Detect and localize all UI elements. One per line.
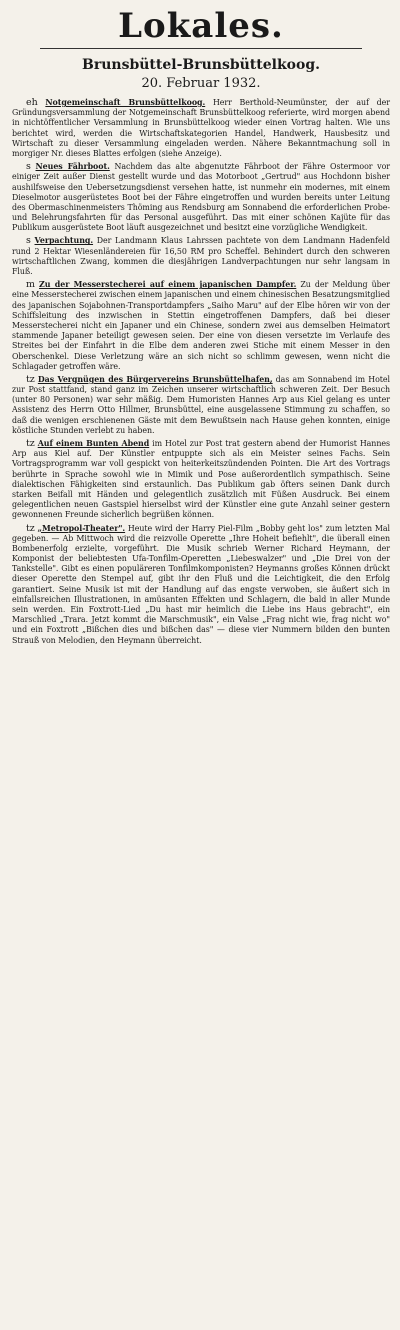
article-tag: m	[26, 279, 35, 291]
article-metropol-theater	[12, 524, 390, 646]
article-tag: eh	[26, 97, 38, 108]
article-tag: tz	[26, 438, 35, 449]
article-tag: tz	[26, 522, 35, 534]
article-headline: Verpachtung.	[34, 236, 94, 246]
article-headline: „Metropol-Theater".	[37, 523, 126, 533]
masthead-title: Lokales.	[118, 6, 284, 46]
article-buergerverein	[12, 375, 390, 436]
article-body: Heute wird der Harry Piel-Film „Bobby geht los" zum letzten Mal gegeben. — Ab Mittwoch wird die reizvolle Operette „Ihre Hoheit befiehlt", die überall einen Bombenerfolg erzielte, vorgeführt. Die Musik schrieb Werner Richard Heymann, der Komponist der beliebtesten Ufa-Tonfilm-Operetten „Liebeswalzer" und „Die Drei von der Tankstelle". Gibt es einen populäreren Tonfilmkomponisten? Heymanns großes Können drückt dieser Operette den Stempel auf, gibt ihr den Fluß und die Leichtigkeit, die den Erfolg garantiert. Seine Musik ist mit der Handlung auf das engste verwoben, sie äußert sich in einfallsreichen Illustrationen, in amüsanten Effekten und Schlagern, die bald in aller Munde sein werden. Ein Foxtrott-Lied „Du hast mir heimlich die Liebe ins Haus gebracht", ein Marschlied „Trara. Jetzt kommt die Marschmusik", ein Valse „Frag nicht wie, frag nicht wo" und ein Foxtrott „Bißchen dies und bißchen das" — diese vier Nummern bilden den bunten Strauß von Melodien, den Heymann überreicht.	[12, 523, 390, 645]
dateline: 20. Februar 1932.	[141, 76, 261, 91]
article-messerstecherei	[12, 280, 390, 372]
article-body: im Hotel zur Post trat gestern abend der Humorist Hannes Arp aus Kiel auf. Der Künstler entpuppte sich als ein Meister seines Fachs. Sein Vortragsprogramm war voll gespickt von heiterkeitszündenden Pointen. Die Art des Vortrags berührte in Sprache sowohl wie in Mimik und Pose außerordentlich sympathisch. Seine dialektischen Fähigkeiten sind erstaunlich. Das Publikum gab öfters seinen Dank durch starken Beifall mit Händen und gelegentlich zusätzlich mit Füßen Ausdruck. Bei einem gelegentlichen neuen Gastspiel hierselbst wird der Künstler eine gute Anzahl seiner gestern gewonnenen Freunde sicherlich begrüßen können.	[12, 439, 390, 520]
article-headline: Zu der Messerstecherei auf einem japanischen Dampfer.	[39, 280, 297, 290]
article-headline: Notgemeinschaft Brunsbüttelkoog.	[45, 98, 206, 107]
article-tag: s	[26, 235, 31, 247]
article-headline: Neues Fährboot.	[35, 162, 110, 172]
article-bunter-abend	[12, 439, 390, 521]
masthead-rule	[40, 48, 362, 49]
article-body: Herr Berthold-Neumünster, der auf der Gründungsversammlung der Notgemeinschaft Brunsbüttelkoog referierte, wird morgen abend in nichtöffentlicher Versammlung in Brunsbüttelkoog wieder einen Vortrag halten. Wie uns berichtet wird, werden die Wirtschaftskategorien Handel, Handwerk, Hausbesitz und Wirtschaft zu dieser Versammlung eingeladen werden. Nähere Bekanntmachung soll in morgiger Nr. dieses Blattes erfolgen (siehe Anzeige).	[12, 98, 390, 158]
article-verpachtung	[12, 236, 390, 277]
article-notgemeinschaft	[12, 98, 390, 159]
article-body: das am Sonnabend im Hotel zur Post stattfand, stand ganz im Zeichen unserer wirtschaftlich schweren Zeit. Der Besuch (unter 80 Personen) war sehr mäßig. Dem Humoristen Hannes Arp aus Kiel gelang es unter Assistenz des Herrn Otto Hillmer, Brunsbüttel, eine ausgelassene Stimmung zu schaffen, so daß die wenigen erschienenen Gäste mit dem Bewußtsein nach Hause gehen konnten, einige köstliche Stunden verlebt zu haben.	[12, 374, 390, 435]
article-faehrboot	[12, 162, 390, 233]
article-headline: Das Vergnügen des Bürgervereins Brunsbüttelhafen,	[37, 374, 273, 384]
article-tag: tz	[26, 373, 35, 385]
article-tag: s	[26, 161, 31, 173]
article-body: Nachdem das alte abgenutzte Fährboot der Fähre Ostermoor vor einiger Zeit außer Dienst gestellt wurde und das Motorboot „Gertrud" aus Hochdonn bisher aushilfsweise den Uebersetzungsdienst versehen hatte, ist nunmehr ein modernes, mit einem Dieselmotor ausgerüstetes Boot bei der Fähre eingetroffen und wurden bereits unter Leitung des Obermaschinenmeisters Thöming aus Rendsburg am Sonnabend die erforderlichen Probe- und Belehrungsfahrten für das Personal ausgeführt. Das mit einer schönen Kajüte für das Publikum ausgerüstete Boot läuft ausgezeichnet und besitzt eine vorzügliche Wendigkeit.	[12, 162, 391, 233]
article-body: Der Landmann Klaus Lahrssen pachtete von dem Landmann Hadenfeld rund 2 Hektar Wiesenländereien für 16,50 RM pro Scheffel. Behindert durch den schweren wirtschaftlichen Zwang, kommen die diesjährigen Landverpachtungen nur sehr langsam in Fluß.	[12, 236, 390, 276]
section-subhead: Brunsbüttel-Brunsbüttelkoog.	[82, 57, 320, 73]
article-body: Zu der Meldung über eine Messerstecherei zwischen einem japanischen und einem chinesischen Besatzungsmitglied des japanischen Sojabohnen-Transportdampfers „Saiho Maru" auf der Elbe hören wir von der Schiffsleitung des inzwischen in Stettin eingetroffenen Dampfers, daß bei dieser Messerstecherei nicht ein Japaner und ein Chinese, sondern zwei aus demselben Heimatort stammende Japaner beteiligt gewesen seien. Der eine von diesen versetzte im Verlaufe des Streites bei der Einfahrt in die Elbe dem anderen zwei Stiche mit einem Messer in den Oberschenkel. Diese Verletzung wäre an sich nicht so schlimm gewesen, wenn nicht die Schlagader getroffen wäre.	[12, 280, 390, 371]
article-headline: Auf einem Bunten Abend	[37, 439, 150, 448]
